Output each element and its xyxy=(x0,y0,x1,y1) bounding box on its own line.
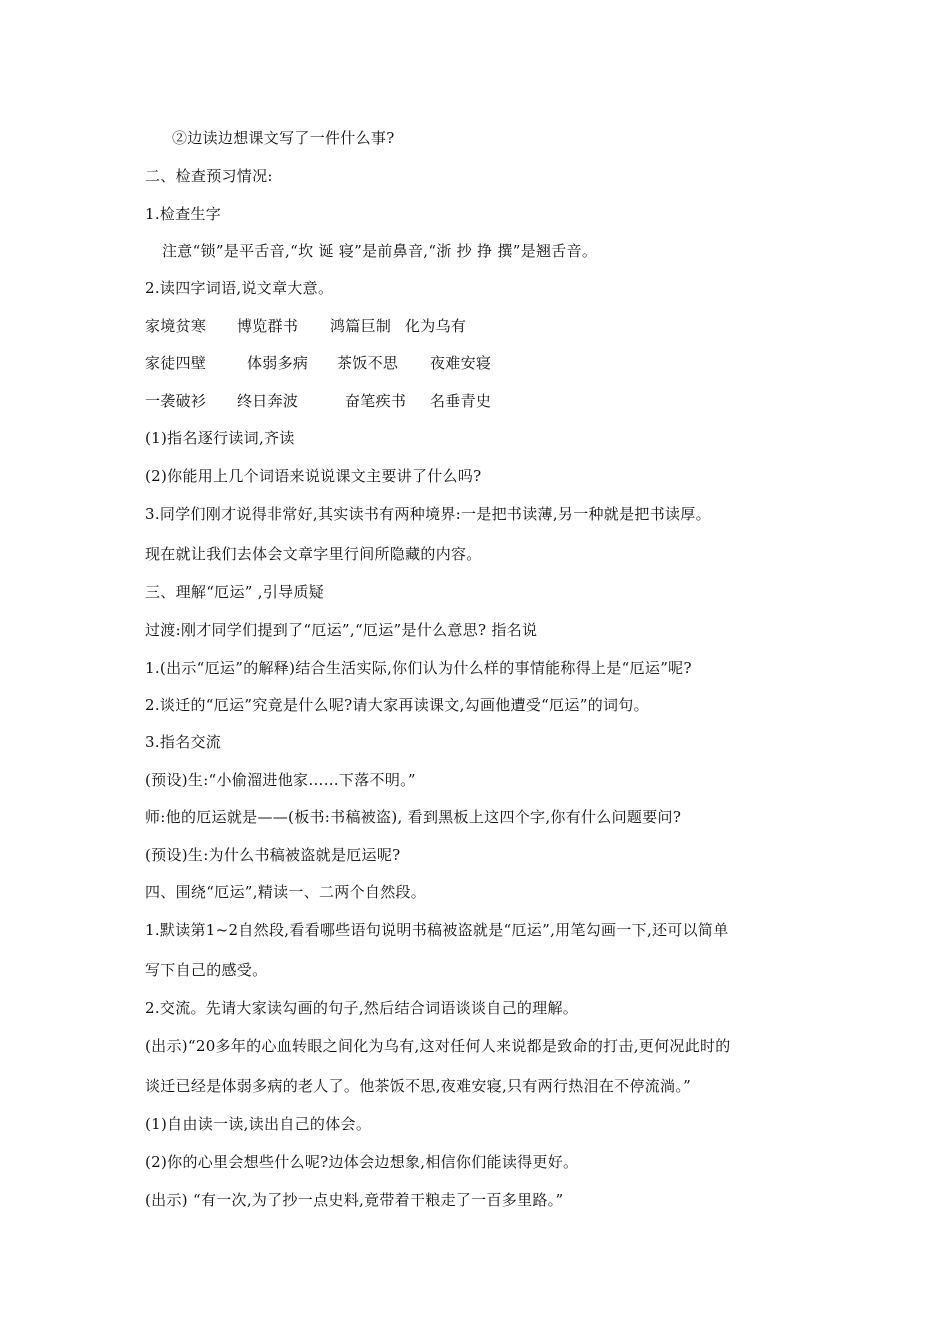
text-line: 1.检查生字 xyxy=(145,205,222,223)
word: 鸿篇巨制 xyxy=(330,317,392,335)
text-line: (1)自由读一读,读出自己的体会。 xyxy=(145,1115,372,1133)
text-line: 1.(出示“厄运”的解释)结合生活实际,你们认为什么样的事情能称得上是“厄运”呢? xyxy=(145,659,692,677)
word: 茶饭不思 xyxy=(337,354,399,372)
text-line: (2)你的心里会想些什么呢?边体会边想象,相信你们能读得更好。 xyxy=(145,1153,579,1171)
text-line: (预设)生:为什么书稿被盗就是厄运呢? xyxy=(145,846,401,864)
word: 名垂青史 xyxy=(430,392,492,410)
quote-line: (出示) “有一次,为了抄一点史料,竟带着干粮走了一百多里路。” xyxy=(145,1191,564,1209)
text-line: (预设)生:“小偷溜进他家……下落不明。” xyxy=(145,771,416,789)
word: 终日奔波 xyxy=(237,392,299,410)
word: 夜难安寝 xyxy=(430,354,492,372)
text-line: 2.谈迁的“厄运”究竟是什么呢?请大家再读课文,勾画他遭受“厄运”的词句。 xyxy=(145,696,649,714)
text-line: (2)你能用上几个词语来说说课文主要讲了什么吗? xyxy=(145,467,482,485)
word: 一袭破衫 xyxy=(145,392,207,410)
word: 体弱多病 xyxy=(247,354,309,372)
text-line: 2.交流。先请大家读勾画的句子,然后结合词语谈谈自己的理解。 xyxy=(145,999,579,1017)
text-line: (1)指名逐行读词,齐读 xyxy=(145,429,295,447)
text-line: 2.读四字词语,说文章大意。 xyxy=(145,279,334,297)
text-line: 写下自己的感受。 xyxy=(145,961,268,979)
text-line: 1.默读第1~2自然段,看看哪些语句说明书稿被盗就是“厄运”,用笔勾画一下,还可以简单 xyxy=(145,921,729,939)
section-heading: 三、理解“厄运” ,引导质疑 xyxy=(145,583,325,601)
word: 化为乌有 xyxy=(405,317,467,335)
text-line: 过渡:刚才同学们提到了“厄运”,“厄运”是什么意思? 指名说 xyxy=(145,621,538,639)
section-heading: 四、围绕“厄运”,精读一、二两个自然段。 xyxy=(145,883,427,901)
quote-line: 谈迁已经是体弱多病的老人了。他茶饭不思,夜难安寝,只有两行热泪在不停流淌。” xyxy=(145,1077,692,1095)
text-line: 师:他的厄运就是——(板书:书稿被盗), 看到黑板上这四个字,你有什么问题要问? xyxy=(145,808,682,826)
text-line: 3.指名交流 xyxy=(145,733,222,751)
text-line: ②边读边想课文写了一件什么事? xyxy=(172,129,395,147)
text-line: 3.同学们刚才说得非常好,其实读书有两种境界:一是把书读薄,另一种就是把书读厚。 xyxy=(145,505,711,523)
text-line: 现在就让我们去体会文章字里行间所隐藏的内容。 xyxy=(145,545,482,563)
section-heading: 二、检查预习情况: xyxy=(145,167,273,185)
word: 博览群书 xyxy=(237,317,299,335)
word: 家徒四壁 xyxy=(145,354,207,372)
word: 家境贫寒 xyxy=(145,317,207,335)
text-line: 注意“锁”是平舌音,“坎 诞 寝”是前鼻音,“浙 抄 挣 撰”是翘舌音。 xyxy=(162,242,598,260)
word: 奋笔疾书 xyxy=(345,392,407,410)
quote-line: (出示)“20多年的心血转眼之间化为乌有,这对任何人来说都是致命的打击,更何况此时的 xyxy=(145,1037,731,1055)
